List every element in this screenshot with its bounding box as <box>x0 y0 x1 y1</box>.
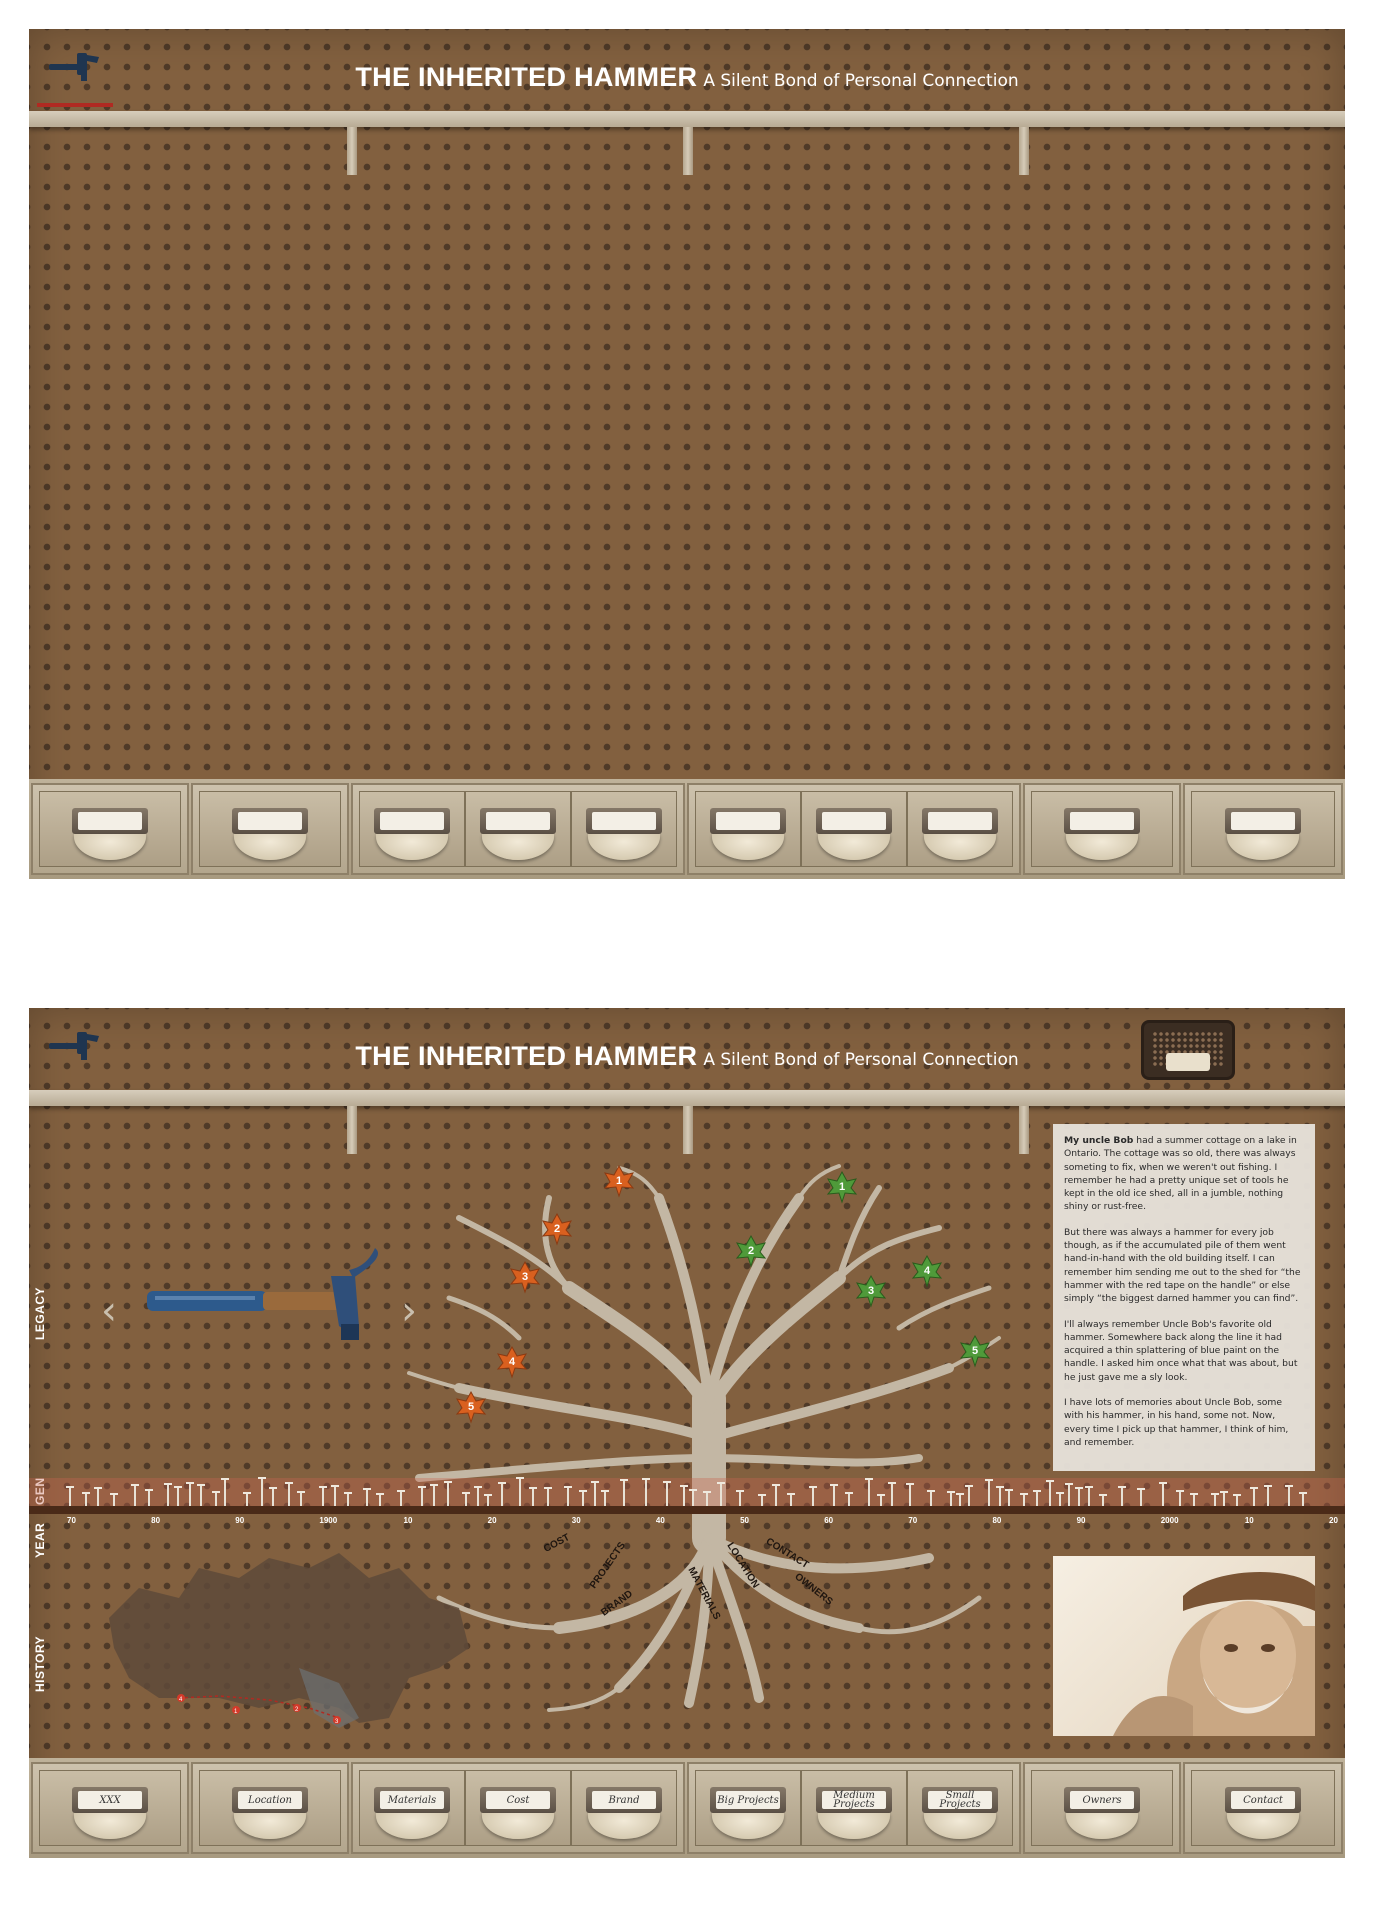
subtitle-text: A Silent Bond of Personal Connection <box>703 1050 1019 1070</box>
nail <box>594 1483 596 1506</box>
cabinet-unit <box>1183 783 1343 875</box>
leaf-green-1[interactable] <box>828 1172 856 1202</box>
year-tick: 20 <box>1329 1516 1338 1525</box>
active-indicator <box>37 103 113 107</box>
leaf-green-3[interactable] <box>857 1276 885 1306</box>
drawer-materials[interactable] <box>359 1770 465 1846</box>
shelf-bracket <box>1019 127 1029 175</box>
drawer-cost[interactable] <box>465 1770 571 1846</box>
drawer-5[interactable] <box>571 791 677 867</box>
label-holder <box>72 808 148 834</box>
nail <box>623 1481 625 1506</box>
cabinet-unit <box>351 783 685 875</box>
nail <box>272 1489 274 1506</box>
nail <box>501 1484 503 1506</box>
nail <box>1121 1488 1123 1506</box>
drawer-label: Location <box>238 1791 302 1809</box>
drawer-brand[interactable] <box>571 1770 677 1846</box>
svg-text:1: 1 <box>839 1181 846 1193</box>
year-tick: 80 <box>992 1516 1002 1525</box>
title-text: THE INHERITED HAMMER <box>355 1041 698 1071</box>
svg-text:3: 3 <box>335 1719 339 1725</box>
drawer-cabinet <box>29 1758 1345 1858</box>
nail <box>868 1480 870 1506</box>
drawer-pull <box>1227 834 1299 860</box>
prev-hammer-button[interactable]: ‹ <box>101 1288 117 1334</box>
root-contact[interactable]: CONTACT <box>763 1536 811 1571</box>
shelf <box>29 111 1345 127</box>
year-tick: 70 <box>908 1516 918 1525</box>
nail <box>692 1491 694 1506</box>
nail <box>988 1481 990 1506</box>
root-projects[interactable]: PROJECTS <box>587 1540 628 1591</box>
nail <box>1008 1491 1010 1506</box>
drawer-label: Materials <box>380 1791 444 1809</box>
nail <box>69 1488 71 1506</box>
drawer-label: Contact <box>1231 1791 1295 1809</box>
nail <box>582 1492 584 1506</box>
nail <box>200 1486 202 1506</box>
uncle-bob-portrait <box>1053 1556 1315 1736</box>
leaf-green-5[interactable] <box>961 1336 989 1366</box>
drawer-10[interactable] <box>1191 791 1335 867</box>
drawer-label: Cost <box>486 1791 550 1809</box>
svg-text:4: 4 <box>509 1356 516 1368</box>
nail <box>645 1480 647 1506</box>
nail <box>848 1494 850 1506</box>
pegboard-populated <box>29 1008 1345 1858</box>
leaf-green-4[interactable] <box>913 1256 941 1286</box>
svg-text:4: 4 <box>179 1697 183 1703</box>
nail <box>246 1494 248 1506</box>
nail <box>421 1488 423 1506</box>
year-tick: 50 <box>740 1516 749 1525</box>
leaf-orange-5[interactable] <box>457 1392 485 1422</box>
nail <box>189 1484 191 1506</box>
svg-text:5: 5 <box>468 1401 475 1413</box>
leaves-layer <box>419 1158 999 1458</box>
label-holder <box>816 808 892 834</box>
label-holder <box>586 808 662 834</box>
radio-audio-icon[interactable] <box>1141 1020 1235 1080</box>
leaf-orange-4[interactable] <box>498 1347 526 1377</box>
story-panel <box>1053 1124 1315 1471</box>
drawer-1[interactable] <box>39 791 181 867</box>
nail <box>433 1486 435 1506</box>
history-label: HISTORY <box>33 1635 47 1692</box>
svg-text:3: 3 <box>522 1271 529 1283</box>
drawer-pull <box>74 834 146 860</box>
year-tick: 90 <box>235 1516 245 1525</box>
drawer-pull <box>482 1813 554 1839</box>
nail <box>519 1479 521 1506</box>
label-holder <box>480 808 556 834</box>
drawer-pull <box>1066 834 1138 860</box>
drawer-6[interactable] <box>695 791 801 867</box>
svg-text:3: 3 <box>868 1285 875 1297</box>
nail <box>113 1495 115 1506</box>
year-tick: 1900 <box>319 1516 338 1525</box>
cabinet-unit <box>687 1762 1021 1854</box>
drawer-label: Owners <box>1070 1791 1134 1809</box>
shelf-bracket <box>683 127 693 175</box>
drawer-pull <box>234 834 306 860</box>
svg-text:5: 5 <box>972 1345 979 1357</box>
map-marker-1 <box>232 1706 240 1715</box>
nail <box>1253 1489 1255 1506</box>
svg-text:2: 2 <box>748 1245 755 1257</box>
map-marker-2 <box>293 1704 301 1713</box>
subtitle-text: A Silent Bond of Personal Connection <box>703 71 1019 91</box>
header <box>29 1008 1345 1090</box>
drawer-3[interactable] <box>359 791 465 867</box>
svg-text:4: 4 <box>924 1265 931 1277</box>
year-tick: 20 <box>487 1516 497 1525</box>
nail <box>477 1488 479 1506</box>
page-title <box>29 62 1345 93</box>
nail <box>1036 1492 1038 1506</box>
gen-label: GEN <box>33 1477 47 1505</box>
shelf-bracket <box>1019 1106 1029 1154</box>
nail <box>1223 1493 1225 1506</box>
drawer-contact[interactable] <box>1191 1770 1335 1846</box>
nail <box>532 1489 534 1506</box>
nail <box>567 1488 569 1506</box>
nail <box>447 1483 449 1506</box>
nail <box>1302 1494 1304 1506</box>
drawer-7[interactable] <box>801 791 907 867</box>
year-tick: 10 <box>403 1516 413 1525</box>
cabinet-unit <box>191 1762 349 1854</box>
drawer-pull <box>376 834 448 860</box>
label-holder <box>374 808 450 834</box>
leaf-orange-2[interactable] <box>543 1214 571 1244</box>
nail <box>604 1492 606 1506</box>
drawer-pull <box>712 834 784 860</box>
year-tick: 80 <box>151 1516 161 1525</box>
svg-text:1: 1 <box>616 1175 623 1187</box>
drawer-pull <box>818 1813 890 1839</box>
next-hammer-button[interactable]: › <box>401 1288 417 1334</box>
cabinet-unit <box>191 783 349 875</box>
svg-text:1: 1 <box>234 1709 238 1715</box>
nail <box>812 1488 814 1506</box>
nail <box>706 1493 708 1506</box>
shelf <box>29 1090 1345 1106</box>
map-marker-4 <box>177 1694 185 1703</box>
label-holder <box>1225 808 1301 834</box>
label-holder <box>232 808 308 834</box>
nail <box>968 1487 970 1506</box>
cabinet-unit <box>1183 1762 1343 1854</box>
story-lead: My uncle Bob <box>1064 1135 1134 1146</box>
nail <box>300 1493 302 1506</box>
leaf-green-2[interactable] <box>737 1236 765 1266</box>
nail <box>487 1496 489 1506</box>
story-paragraph-4: I have lots of memories about Uncle Bob, some with his hammer, in his hand, some not. Now, every time I pick up that hammer, I think of him, and remember. <box>1064 1397 1289 1448</box>
root-cost[interactable]: COST <box>542 1532 572 1555</box>
cabinet-unit <box>351 1762 685 1854</box>
svg-text:2: 2 <box>554 1223 561 1235</box>
hammer-image[interactable] <box>145 1246 385 1346</box>
nail <box>950 1493 952 1506</box>
drawer-pull <box>482 834 554 860</box>
nail <box>891 1484 893 1506</box>
label-holder <box>922 808 998 834</box>
year-tick: 2000 <box>1160 1516 1179 1525</box>
nail <box>1088 1488 1090 1506</box>
drawer-pull <box>924 834 996 860</box>
drawer-pull <box>234 1813 306 1839</box>
drawer-cabinet <box>29 779 1345 879</box>
shelf-bracket <box>347 127 357 175</box>
nail <box>465 1494 467 1506</box>
drawer-2[interactable] <box>199 791 341 867</box>
nail <box>720 1484 722 1506</box>
nail <box>167 1485 169 1506</box>
root-materials[interactable]: MATERIALS <box>685 1565 723 1622</box>
drawer-label: Medium Projects <box>822 1791 886 1809</box>
drawer-pull <box>1066 1813 1138 1839</box>
drawer-location[interactable] <box>199 1770 341 1846</box>
nail <box>880 1496 882 1506</box>
drawer-big-projects[interactable] <box>695 1770 801 1846</box>
drawer-8[interactable] <box>907 791 1013 867</box>
cabinet-unit <box>1023 783 1181 875</box>
nail <box>379 1495 381 1506</box>
year-tick: 30 <box>571 1516 581 1525</box>
nail <box>1102 1496 1104 1506</box>
year-tick: 60 <box>824 1516 834 1525</box>
nail <box>288 1484 290 1506</box>
drawer-pull <box>712 1813 784 1839</box>
nail <box>1193 1495 1195 1506</box>
header <box>29 29 1345 111</box>
nail <box>1140 1490 1142 1506</box>
drawer-pull <box>818 834 890 860</box>
drawer-label: XXX <box>78 1791 142 1809</box>
canada-map[interactable] <box>99 1548 479 1748</box>
drawer-owners[interactable] <box>1031 1770 1173 1846</box>
nail <box>683 1487 685 1506</box>
generation-band <box>29 1478 1345 1508</box>
nail <box>215 1493 217 1506</box>
drawer-label: Small Projects <box>928 1791 992 1809</box>
cabinet-unit <box>31 783 189 875</box>
drawer-pull <box>376 1813 448 1839</box>
root-owners[interactable]: OWNERS <box>792 1571 835 1608</box>
cabinet-unit <box>687 783 1021 875</box>
nail <box>1059 1494 1061 1506</box>
nail <box>334 1487 336 1506</box>
drawer-pull <box>588 1813 660 1839</box>
nail <box>761 1496 763 1506</box>
nail <box>1179 1492 1181 1506</box>
cabinet-unit <box>31 1762 189 1854</box>
nail <box>833 1486 835 1506</box>
nail <box>134 1486 136 1506</box>
svg-text:2: 2 <box>295 1707 299 1713</box>
label-holder <box>710 808 786 834</box>
story-paragraph-3: I'll always remember Uncle Bob's favorite old hammer. Somewhere back along the line it had acquired a thin splattering of blue paint on the handle. I asked him once what that was about, but he just gave me a sly look. <box>1064 1318 1298 1383</box>
nail <box>322 1488 324 1506</box>
nail <box>366 1490 368 1506</box>
drawer-9[interactable] <box>1031 791 1173 867</box>
nail <box>85 1494 87 1506</box>
shelf-bracket <box>347 1106 357 1154</box>
story-paragraph-1: had a summer cottage on a lake in Ontario. The cottage was so old, there was always someting to fix, when we weren't out fishing. I remember he had a pretty unique set of tools he kept in the old ice shed, all in a jumble, nothing shiny or rust-free. <box>1064 1135 1297 1213</box>
drawer-4[interactable] <box>465 791 571 867</box>
nail <box>1078 1489 1080 1506</box>
nail <box>909 1485 911 1506</box>
label-holder <box>1064 808 1140 834</box>
nail <box>1288 1487 1290 1506</box>
nail <box>1214 1495 1216 1506</box>
nail <box>261 1479 263 1506</box>
nail <box>1023 1495 1025 1506</box>
root-brand[interactable]: BRAND <box>599 1588 635 1619</box>
nail <box>775 1486 777 1506</box>
year-tick: 70 <box>67 1516 76 1525</box>
leaf-orange-3[interactable] <box>511 1262 539 1292</box>
nail <box>347 1494 349 1506</box>
legacy-label: LEGACY <box>33 1286 47 1340</box>
nail <box>400 1492 402 1506</box>
year-tick: 40 <box>655 1516 665 1525</box>
nail <box>790 1495 792 1506</box>
nail <box>177 1488 179 1506</box>
drawer-label: Brand <box>592 1791 656 1809</box>
year-tick: 10 <box>1244 1516 1254 1525</box>
drawer-label: Big Projects <box>716 1791 780 1809</box>
timeline-bar[interactable] <box>29 1506 1345 1514</box>
drawer-pull <box>924 1813 996 1839</box>
pegboard-empty <box>29 29 1345 879</box>
nail <box>959 1495 961 1506</box>
drawer-pull <box>74 1813 146 1839</box>
drawer-pull <box>1227 1813 1299 1839</box>
shelf-bracket <box>683 1106 693 1154</box>
nail <box>1049 1482 1051 1506</box>
nail <box>930 1492 932 1506</box>
nail <box>224 1480 226 1506</box>
nail <box>999 1488 1001 1506</box>
drawer-pull <box>588 834 660 860</box>
leaf-orange-1[interactable] <box>605 1166 633 1196</box>
story-paragraph-2: But there was always a hammer for every job though, as if the accumulated pile of them went hand-in-hand with the old building itself. I can remember him sending me out to the shed for “the hammer with the red tape on the handle” or else simply “the biggest darned hammer you can find”. <box>1064 1226 1301 1305</box>
title-text: THE INHERITED HAMMER <box>355 62 698 92</box>
root-location[interactable]: LOCATION <box>724 1540 762 1591</box>
nail <box>1267 1487 1269 1506</box>
year-label: YEAR <box>33 1522 47 1558</box>
nail <box>666 1483 668 1506</box>
drawer-xxx[interactable] <box>39 1770 181 1846</box>
nail <box>739 1492 741 1506</box>
year-tick: 90 <box>1076 1516 1086 1525</box>
nail <box>148 1491 150 1506</box>
drawer-medium-projects[interactable] <box>801 1770 907 1846</box>
cabinet-unit <box>1023 1762 1181 1854</box>
nail <box>547 1489 549 1506</box>
nail <box>1068 1485 1070 1506</box>
nail <box>1236 1496 1238 1506</box>
drawer-small-projects[interactable] <box>907 1770 1013 1846</box>
nail <box>1162 1484 1164 1506</box>
nail <box>97 1489 99 1506</box>
